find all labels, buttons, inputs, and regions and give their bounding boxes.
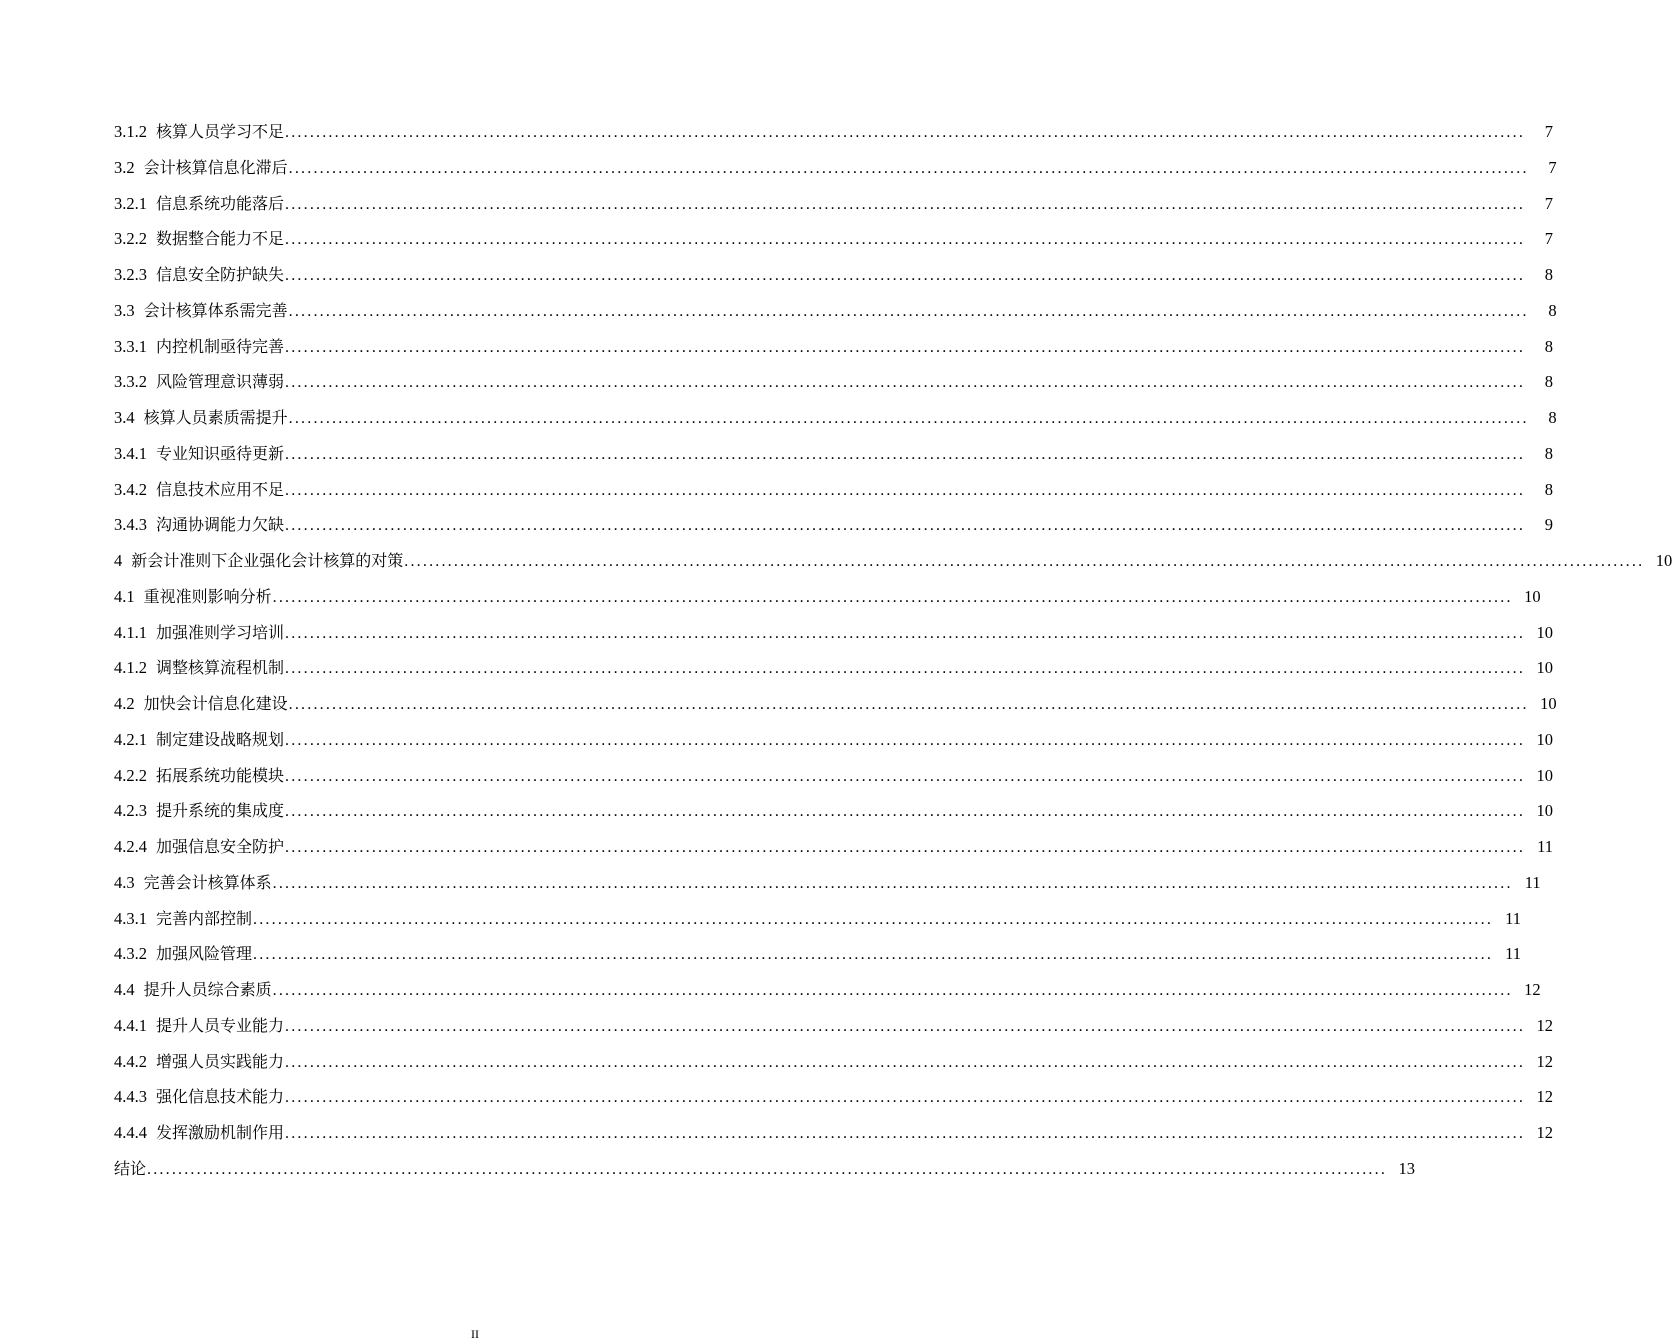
toc-entry-title: 制定建设战略规划 bbox=[156, 729, 285, 749]
toc-leader-dots: ........................................................................................................................................................................................................ bbox=[285, 624, 1526, 642]
toc-entry-page: 7 bbox=[1544, 122, 1554, 141]
toc-entry-title: 信息技术应用不足 bbox=[156, 479, 285, 499]
toc-entry[interactable] bbox=[114, 650, 1554, 686]
toc-entry[interactable] bbox=[114, 972, 1541, 1008]
toc-entry-title: 完善会计核算体系 bbox=[143, 872, 272, 892]
toc-leader-dots: ........................................................................................................................................................................................................ bbox=[285, 839, 1526, 856]
toc-entry-page: 12 bbox=[1536, 1051, 1554, 1071]
toc-entry-number: 3.2.3 bbox=[114, 265, 147, 284]
toc-entry-page: 10 bbox=[1536, 622, 1554, 642]
toc-entry-page: 8 bbox=[1544, 336, 1554, 356]
toc-entry-number: 4.3.2 bbox=[114, 944, 147, 964]
toc-entry[interactable] bbox=[114, 1115, 1554, 1151]
toc-entry-page: 8 bbox=[1544, 479, 1554, 499]
toc-leader-dots: ........................................................................................................................................................................................................ bbox=[285, 731, 1526, 749]
toc-entry-page: 10 bbox=[1536, 729, 1554, 749]
toc-entry[interactable] bbox=[114, 186, 1554, 222]
toc-entry-title: 提升系统的集成度 bbox=[156, 801, 285, 821]
toc-leader-dots: ........................................................................................................................................................................................................ bbox=[272, 874, 1513, 892]
toc-entry[interactable] bbox=[114, 114, 1554, 150]
toc-entry-title: 强化信息技术能力 bbox=[156, 1087, 285, 1107]
toc-leader-dots: ........................................................................................................................................................................................................ bbox=[285, 1017, 1526, 1035]
toc-leader-dots: ........................................................................................................................................................................................................ bbox=[285, 1089, 1526, 1107]
toc-entry-title: 核算人员素质需提升 bbox=[143, 408, 288, 427]
toc-leader-dots: ........................................................................................................................................................................................................ bbox=[285, 445, 1526, 463]
toc-entry-title: 结论 bbox=[114, 1158, 147, 1178]
toc-entry-title: 加强信息安全防护 bbox=[156, 837, 285, 856]
toc-entry-number: 3.2.1 bbox=[114, 193, 147, 213]
toc-leader-dots: ........................................................................................................................................................................................................ bbox=[404, 553, 1645, 570]
toc-entry-page: 8 bbox=[1544, 372, 1554, 392]
toc-entry-number: 3.4.3 bbox=[114, 515, 147, 535]
toc-leader-dots: ........................................................................................................................................................................................................ bbox=[288, 410, 1529, 427]
toc-leader-dots: ........................................................................................................................................................................................................ bbox=[272, 982, 1513, 999]
toc-leader-dots: ........................................................................................................................................................................................................ bbox=[253, 946, 1494, 964]
toc-entry[interactable] bbox=[114, 1079, 1554, 1115]
toc-entry-number: 3.3.1 bbox=[114, 336, 147, 356]
toc-entry-conclusion[interactable] bbox=[114, 1151, 1416, 1187]
toc-leader-dots: ........................................................................................................................................................................................................ bbox=[285, 767, 1526, 785]
toc-leader-dots: ........................................................................................................................................................................................................ bbox=[285, 267, 1526, 284]
toc-entry[interactable] bbox=[114, 1008, 1554, 1044]
toc-entry-title: 信息系统功能落后 bbox=[156, 193, 285, 213]
toc-entry-number: 4.1.1 bbox=[114, 622, 147, 642]
toc-entry-number: 3.2.2 bbox=[114, 229, 147, 249]
toc-entry[interactable] bbox=[114, 507, 1554, 543]
toc-entry-number: 4.4 bbox=[114, 980, 135, 999]
toc-entry-page: 10 bbox=[1536, 801, 1554, 821]
toc-entry-page: 11 bbox=[1524, 872, 1541, 892]
toc-entry[interactable] bbox=[114, 329, 1554, 365]
toc-leader-dots: ........................................................................................................................................................................................................ bbox=[285, 231, 1526, 249]
toc-entry[interactable] bbox=[114, 472, 1554, 508]
toc-entry-number: 3.4.2 bbox=[114, 479, 147, 499]
toc-entry[interactable] bbox=[114, 615, 1554, 651]
toc-entry-title: 风险管理意识薄弱 bbox=[156, 372, 285, 392]
toc-entry-number: 4.2.3 bbox=[114, 801, 147, 821]
toc-entry[interactable] bbox=[114, 150, 1557, 186]
toc-entry-title: 数据整合能力不足 bbox=[156, 229, 285, 249]
toc-entry-title: 沟通协调能力欠缺 bbox=[156, 515, 285, 535]
toc-entry-title: 增强人员实践能力 bbox=[156, 1051, 285, 1071]
toc-entry-title: 加强准则学习培训 bbox=[156, 622, 285, 642]
toc-entry-title: 会计核算体系需完善 bbox=[143, 300, 288, 320]
toc-entry[interactable] bbox=[114, 936, 1522, 972]
toc-entry[interactable] bbox=[114, 364, 1554, 400]
toc-entry[interactable] bbox=[114, 722, 1554, 758]
toc-entry-page: 8 bbox=[1544, 265, 1554, 284]
toc-entry[interactable] bbox=[114, 865, 1541, 901]
toc-entry-number: 4.4.4 bbox=[114, 1123, 147, 1142]
toc-entry[interactable] bbox=[114, 1044, 1554, 1080]
toc-entry-title: 加快会计信息化建设 bbox=[143, 694, 288, 713]
toc-leader-dots: ........................................................................................................................................................................................................ bbox=[285, 374, 1526, 392]
toc-entry-number: 4.3 bbox=[114, 872, 135, 892]
toc-entry[interactable] bbox=[114, 579, 1541, 615]
toc-entry[interactable] bbox=[114, 436, 1554, 472]
toc-entry-page: 11 bbox=[1537, 837, 1554, 856]
toc-entry-title: 信息安全防护缺失 bbox=[156, 265, 285, 284]
toc-entry-title: 发挥激励机制作用 bbox=[156, 1123, 285, 1142]
toc-leader-dots: ........................................................................................................................................................................................................ bbox=[285, 803, 1526, 821]
toc-entry-page: 8 bbox=[1548, 408, 1557, 427]
toc-leader-dots: ........................................................................................................................................................................................................ bbox=[285, 1125, 1526, 1142]
toc-entry-page: 13 bbox=[1398, 1158, 1416, 1178]
toc-entry-page: 10 bbox=[1536, 765, 1554, 785]
toc-entry-page: 10 bbox=[1655, 551, 1672, 570]
toc-entry-title: 加强风险管理 bbox=[156, 944, 253, 964]
toc-entry-page: 9 bbox=[1544, 515, 1554, 535]
toc-leader-dots: ........................................................................................................................................................................................................ bbox=[285, 1053, 1526, 1071]
toc-entry-title: 重视准则影响分析 bbox=[143, 586, 272, 606]
table-of-contents bbox=[114, 114, 1672, 1187]
toc-leader-dots: ........................................................................................................................................................................................................ bbox=[285, 338, 1526, 356]
toc-entry[interactable] bbox=[114, 793, 1554, 829]
toc-entry-number: 4.1 bbox=[114, 586, 135, 606]
toc-entry-number: 4.4.3 bbox=[114, 1087, 147, 1107]
toc-leader-dots: ........................................................................................................................................................................................................ bbox=[253, 910, 1494, 928]
toc-entry[interactable] bbox=[114, 400, 1557, 436]
toc-entry[interactable] bbox=[114, 293, 1557, 329]
toc-entry-number: 4 bbox=[114, 551, 123, 570]
toc-entry-number: 4.2.1 bbox=[114, 729, 147, 749]
toc-entry-number: 3.3 bbox=[114, 300, 135, 320]
toc-entry-title: 新会计准则下企业强化会计核算的对策 bbox=[131, 551, 404, 570]
toc-entry-page: 12 bbox=[1536, 1087, 1554, 1107]
toc-entry-page: 7 bbox=[1544, 193, 1554, 213]
toc-entry[interactable] bbox=[114, 257, 1554, 293]
toc-leader-dots: ........................................................................................................................................................................................................ bbox=[288, 159, 1529, 177]
toc-entry[interactable] bbox=[114, 543, 1672, 579]
toc-entry-number: 4.2 bbox=[114, 694, 135, 713]
toc-entry[interactable] bbox=[114, 221, 1554, 257]
toc-entry-title: 提升人员专业能力 bbox=[156, 1015, 285, 1035]
toc-entry-number: 4.2.4 bbox=[114, 837, 147, 856]
toc-entry[interactable] bbox=[114, 758, 1554, 794]
toc-leader-dots: ........................................................................................................................................................................................................ bbox=[285, 517, 1526, 535]
toc-entry-page: 11 bbox=[1505, 908, 1522, 928]
toc-leader-dots: ........................................................................................................................................................................................................ bbox=[288, 302, 1529, 320]
toc-leader-dots: ........................................................................................................................................................................................................ bbox=[285, 660, 1526, 678]
toc-entry-number: 3.3.2 bbox=[114, 372, 147, 392]
toc-leader-dots: ........................................................................................................................................................................................................ bbox=[147, 1160, 1388, 1178]
toc-entry-number: 4.1.2 bbox=[114, 658, 147, 678]
toc-entry-page: 10 bbox=[1524, 586, 1541, 606]
toc-entry-page: 8 bbox=[1544, 443, 1554, 463]
toc-entry-title: 专业知识亟待更新 bbox=[156, 443, 285, 463]
toc-leader-dots: ........................................................................................................................................................................................................ bbox=[272, 588, 1513, 606]
toc-entry-number: 4.2.2 bbox=[114, 765, 147, 785]
toc-entry-page: 7 bbox=[1544, 229, 1554, 249]
toc-leader-dots: ........................................................................................................................................................................................................ bbox=[288, 696, 1529, 713]
toc-entry-title: 拓展系统功能模块 bbox=[156, 765, 285, 785]
toc-leader-dots: ........................................................................................................................................................................................................ bbox=[285, 124, 1526, 141]
toc-entry-title: 调整核算流程机制 bbox=[156, 658, 285, 678]
toc-entry-title: 内控机制亟待完善 bbox=[156, 336, 285, 356]
toc-entry[interactable] bbox=[114, 829, 1554, 865]
toc-entry-title: 提升人员综合素质 bbox=[143, 980, 272, 999]
toc-entry-page: 11 bbox=[1505, 944, 1522, 964]
toc-entry-number: 3.4.1 bbox=[114, 443, 147, 463]
toc-entry-page: 12 bbox=[1536, 1015, 1554, 1035]
toc-entry-number: 4.4.1 bbox=[114, 1015, 147, 1035]
page-number-footer: II bbox=[471, 1327, 479, 1341]
toc-entry[interactable] bbox=[114, 901, 1522, 937]
toc-entry-page: 8 bbox=[1548, 300, 1557, 320]
toc-entry-page: 10 bbox=[1536, 658, 1554, 678]
toc-entry[interactable] bbox=[114, 686, 1557, 722]
toc-entry-title: 完善内部控制 bbox=[156, 908, 253, 928]
toc-entry-number: 3.2 bbox=[114, 157, 135, 177]
toc-entry-title: 核算人员学习不足 bbox=[156, 122, 285, 141]
toc-entry-number: 3.4 bbox=[114, 408, 135, 427]
toc-leader-dots: ........................................................................................................................................................................................................ bbox=[285, 195, 1526, 213]
toc-entry-number: 3.1.2 bbox=[114, 122, 147, 141]
toc-entry-page: 12 bbox=[1536, 1123, 1554, 1142]
toc-entry-number: 4.3.1 bbox=[114, 908, 147, 928]
toc-entry-page: 12 bbox=[1524, 980, 1541, 999]
toc-leader-dots: ........................................................................................................................................................................................................ bbox=[285, 481, 1526, 499]
toc-entry-title: 会计核算信息化滞后 bbox=[143, 157, 288, 177]
toc-entry-number: 4.4.2 bbox=[114, 1051, 147, 1071]
toc-entry-page: 10 bbox=[1540, 694, 1557, 713]
toc-entry-page: 7 bbox=[1548, 157, 1557, 177]
